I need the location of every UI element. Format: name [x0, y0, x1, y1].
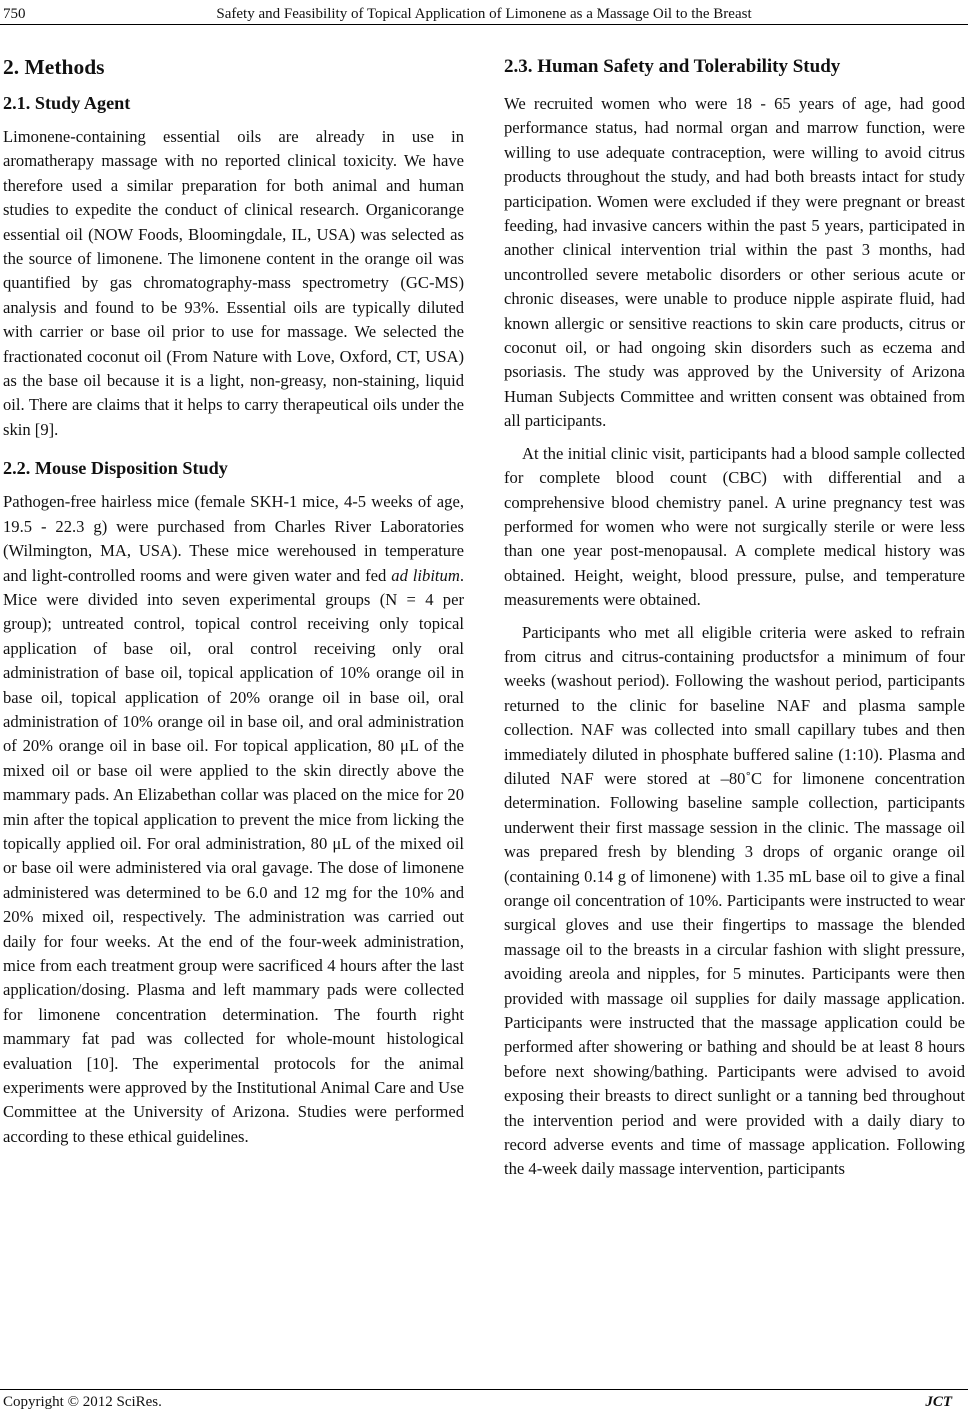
subsection-heading-mouse-study: 2.2. Mouse Disposition Study [3, 458, 228, 479]
running-title: Safety and Feasibility of Topical Application of Limonene as a Massage Oil to the Breast [216, 6, 752, 22]
left-column [3, 48, 464, 1149]
human-study-paragraph-1: We recruited women who were 18 - 65 years of age, had good performance status, had normal organ and marrow function, were willing to use adequate contraception, were willing to avoid citrus products throughout the study, and had both breasts intact for study participation. Women were excluded if they were pregnant or breast feeding, had invasive cancers within the past 5 years, participated in another clinical intervention trial within the past 3 months, had uncontrolled severe metabolic disorders or other serious acute or chronic diseases, were unable to produce nipple aspirate fluid, had known allergic or sensitive reactions to skin care products, citrus or coconut oil, or had ongoing skin disorders such as eczema and psoriasis. The study was approved by the University of Arizona Human Subjects Committee and written consent was obtained from all participants. [504, 94, 965, 431]
study-agent-paragraph: Limonene-containing essential oils are already in use in aromatherapy massage with no reported clinical toxicity. We have therefore used a similar preparation for both animal and human studies to expedite the conduct of clinical research. Organicorange essential oil (NOW Foods, Bloomingdale, IL, USA) was selected as the source of limonene. The limonene content in the orange oil was quantified by gas chromatography-mass spectrometry (GC-MS) analysis and found to be 93%. Essential oils are typically diluted with carrier or base oil prior to use for massage. We selected the fractionated coconut oil (From Nature with Love, Oxford, CT, USA) as the base oil because it is a light, non-greasy, non-staining, liquid oil. There are claims that it helps to carry therapeutical oils under the skin [9]. [3, 127, 464, 439]
journal-abbreviation: JCT [925, 1394, 952, 1410]
mouse-study-text-a: Pathogen-free hairless mice (female SKH-1 mice, 4-5 weeks of age, 19.5 - 22.3 g) were purchased from Charles River Laboratories (Wilmington, MA, USA). These mice werehoused in temperature and light-controlled rooms and were given water and fed [3, 492, 464, 585]
human-study-paragraph-2: At the initial clinic visit, participants had a blood sample collected for complete blood count (CBC) with differential and a comprehensive blood chemistry panel. A urine pregnancy test was performed for women who were not surgically sterile or were less than one year post-menopausal. A complete medical history was obtained. Height, weight, blood pressure, pulse, and temperature measurements were obtained. [504, 443, 965, 610]
footer-rule [0, 1389, 968, 1390]
mouse-study-paragraph [3, 490, 464, 1149]
mouse-study-italic: ad libitum [391, 565, 460, 585]
human-study-paragraph-3: Participants who met all eligible criteria were asked to refrain from citrus and citrus-containing productsfor a minimum of four weeks (washout period). Following the washout period, participants returned to the clinic for baseline NAF and plasma sample collection. NAF was collected into small capillary tubes and then immediately diluted in phosphate buffered saline (1:10). Plasma and diluted NAF were stored at –80˚C for limonene concentration determination. Following baseline sample collection, participants underwent their first massage session in the clinic. The massage oil was prepared fresh by blending 3 drops of organic orange oil (containing 0.14 g of limonene) with 1.35 mL base oil to give a final orange oil concentration of 10%. Participants were instructed to wear surgical gloves and use their fingertips to massage the blended massage oil to the breasts in a circular fashion with slight pressure, avoiding areola and nipples, for 5 minutes. Participants were then provided with massage oil supplies for daily massage application. Participants were instructed that the massage application could be performed after showering or bathing and should be at least 8 hours before next showing/bathing. Participants were advised to avoid exposing their breasts to direct sunlight or a tanning bed throughout the intervention period and were provided with a daily diary to record adverse events and time of massage application. Following the 4-week daily massage intervention, participants [504, 622, 965, 1179]
page-number: 750 [3, 6, 26, 22]
header-rule [0, 24, 968, 25]
copyright-notice: Copyright © 2012 SciRes. [3, 1394, 162, 1410]
page-header [0, 4, 968, 26]
mouse-study-text-b: . Mice were divided into seven experimental groups (N = 4 per group); untreated control, topical control receiving only topical application of base oil, oral control receiving only oral administration of base oil, topical application of 10% orange oil in base oil, topical application of 20% orange oil in base oil, oral administration of 10% orange oil in base oil, and oral administration of 20% orange oil in base oil. For topical application, 80 μL of the mixed oil or base oil were applied to the skin directly above the mammary pads. An Elizabethan collar was placed on the mice for 20 min after the topical application to prevent the mice from licking the topically applied oil. For oral administration, 80 μL of the mixed oil or base oil were administered via oral gavage. The dose of limonene administered was determined to be 6.0 and 12 mg for the 10% and 20% mixed oil, respectively. The administration was carried out daily for four weeks. At the end of the four-week administration, mice from each treatment group were sacrificed 4 hours after the last application/dosing. Plasma and left mammary pads were collected for limonene concentration determination. The fourth right mammary fat pad was collected for whole-mount histological evaluation [10]. The experimental protocols for the animal experiments were approved by the Institutional Animal Care and Use Committee at the University of Arizona. Studies were performed according to these ethical guidelines. [3, 565, 464, 1146]
subsection-heading-human-study: 2.3. Human Safety and Tolerability Study [504, 56, 841, 77]
section-heading-methods: 2. Methods [3, 55, 105, 79]
subsection-heading-study-agent: 2.1. Study Agent [3, 93, 131, 113]
right-column [504, 48, 965, 1182]
